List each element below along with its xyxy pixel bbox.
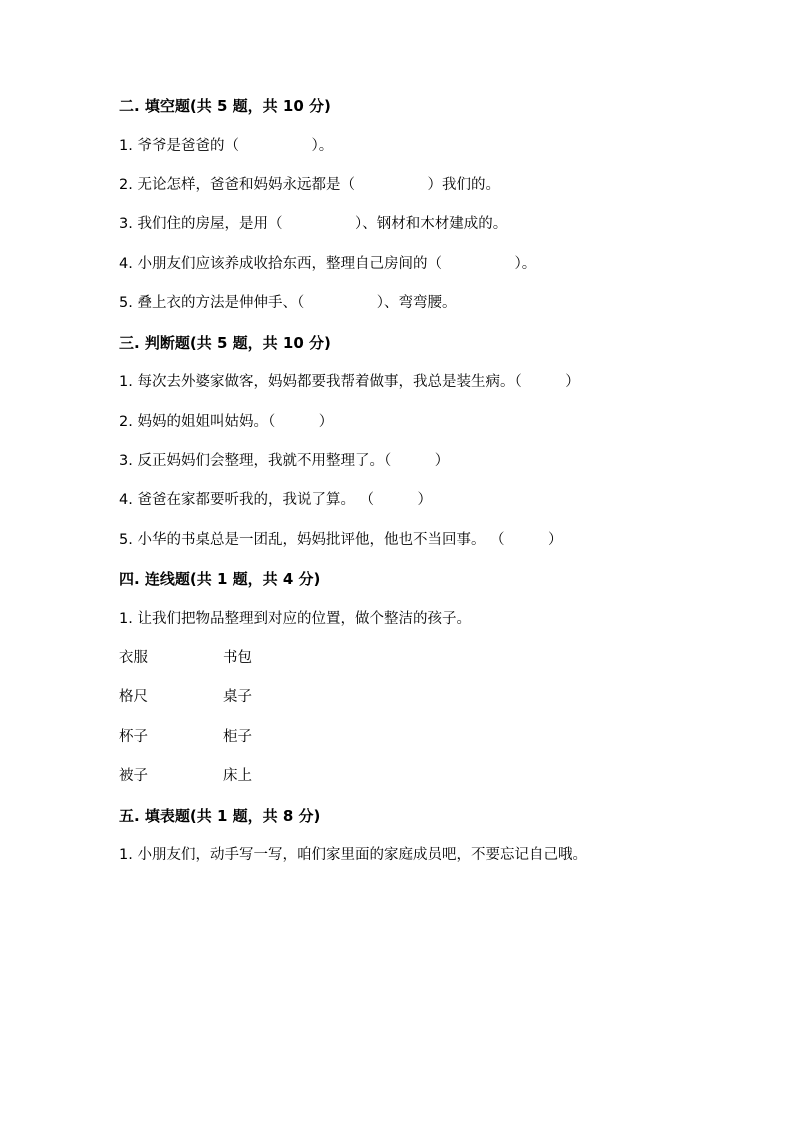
fill-blank-question-5: 5. 叠上衣的方法是伸伸手、（ ）、弯弯腰。 xyxy=(119,295,457,311)
fill-blank-question-2: 2. 无论怎样，爸爸和妈妈永远都是（ ）我们的。 xyxy=(119,177,500,193)
matching-right-item: 书包 xyxy=(223,650,252,666)
fill-blank-question-3: 3. 我们住的房屋，是用（ ）、钢材和木材建成的。 xyxy=(119,216,508,232)
table-fill-question-1: 1. 小朋友们，动手写一写，咱们家里面的家庭成员吧，不要忘记自己哦。 xyxy=(119,847,587,863)
matching-left-item: 被子 xyxy=(119,768,148,784)
true-false-question-2: 2. 妈妈的姐姐叫姑妈。（ ） xyxy=(119,414,334,430)
matching-question-1: 1. 让我们把物品整理到对应的位置，做个整洁的孩子。 xyxy=(119,611,471,627)
matching-right-item: 柜子 xyxy=(223,729,252,745)
section-heading-true-false: 三. 判断题(共 5 题，共 10 分) xyxy=(119,334,331,352)
matching-left-item: 衣服 xyxy=(119,650,148,666)
matching-left-item: 杯子 xyxy=(119,729,148,745)
matching-right-item: 床上 xyxy=(223,768,252,784)
true-false-question-5: 5. 小华的书桌总是一团乱，妈妈批评他，他也不当回事。 （ ） xyxy=(119,532,563,548)
matching-right-item: 桌子 xyxy=(223,689,252,705)
section-heading-table-fill: 五. 填表题(共 1 题，共 8 分) xyxy=(119,807,321,825)
true-false-question-1: 1. 每次去外婆家做客，妈妈都要我帮着做事，我总是装生病。（ ） xyxy=(119,374,580,390)
section-heading-fill-blank: 二. 填空题(共 5 题，共 10 分) xyxy=(119,97,331,115)
true-false-question-4: 4. 爸爸在家都要听我的，我说了算。 （ ） xyxy=(119,492,433,508)
fill-blank-question-1: 1. 爷爷是爸爸的（ ）。 xyxy=(119,138,334,154)
matching-left-item: 格尺 xyxy=(119,689,148,705)
fill-blank-question-4: 4. 小朋友们应该养成收拾东西，整理自己房间的（ ）。 xyxy=(119,256,537,272)
true-false-question-3: 3. 反正妈妈们会整理，我就不用整理了。（ ） xyxy=(119,453,450,469)
section-heading-matching: 四. 连线题(共 1 题，共 4 分) xyxy=(119,570,321,588)
